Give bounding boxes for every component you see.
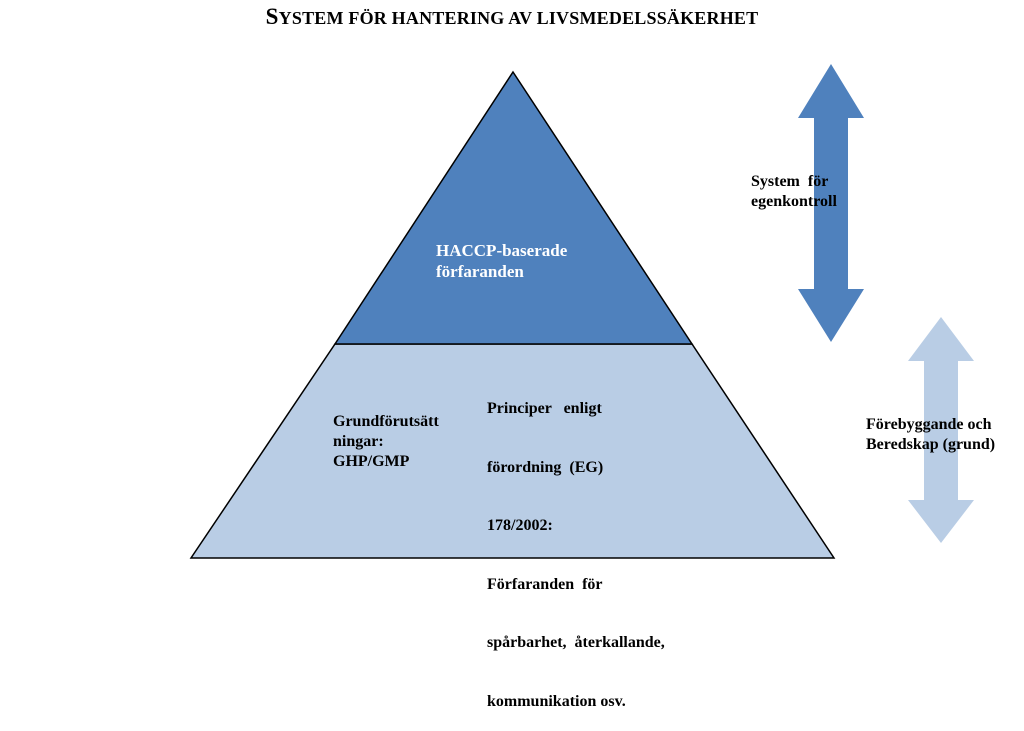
self-control-label: System för egenkontroll [751, 173, 837, 210]
prevention-label: Förebyggande och Beredskap (grund) [866, 416, 996, 453]
page-title: SYSTEM FÖR HANTERING AV LIVSMEDELSSÄKERHET [265, 4, 759, 29]
pyramid-top-tier [335, 72, 692, 344]
principles-label: Principer enligt förordning (EG) 178/2002: Förfaranden för spårbarhet, återkallande, kommunikation osv. [487, 400, 665, 710]
haccp-label: HACCP-baserade förfaranden [436, 241, 568, 281]
prerequisites-label: Grundförutsätt ningar: GHP/GMP [333, 413, 439, 470]
